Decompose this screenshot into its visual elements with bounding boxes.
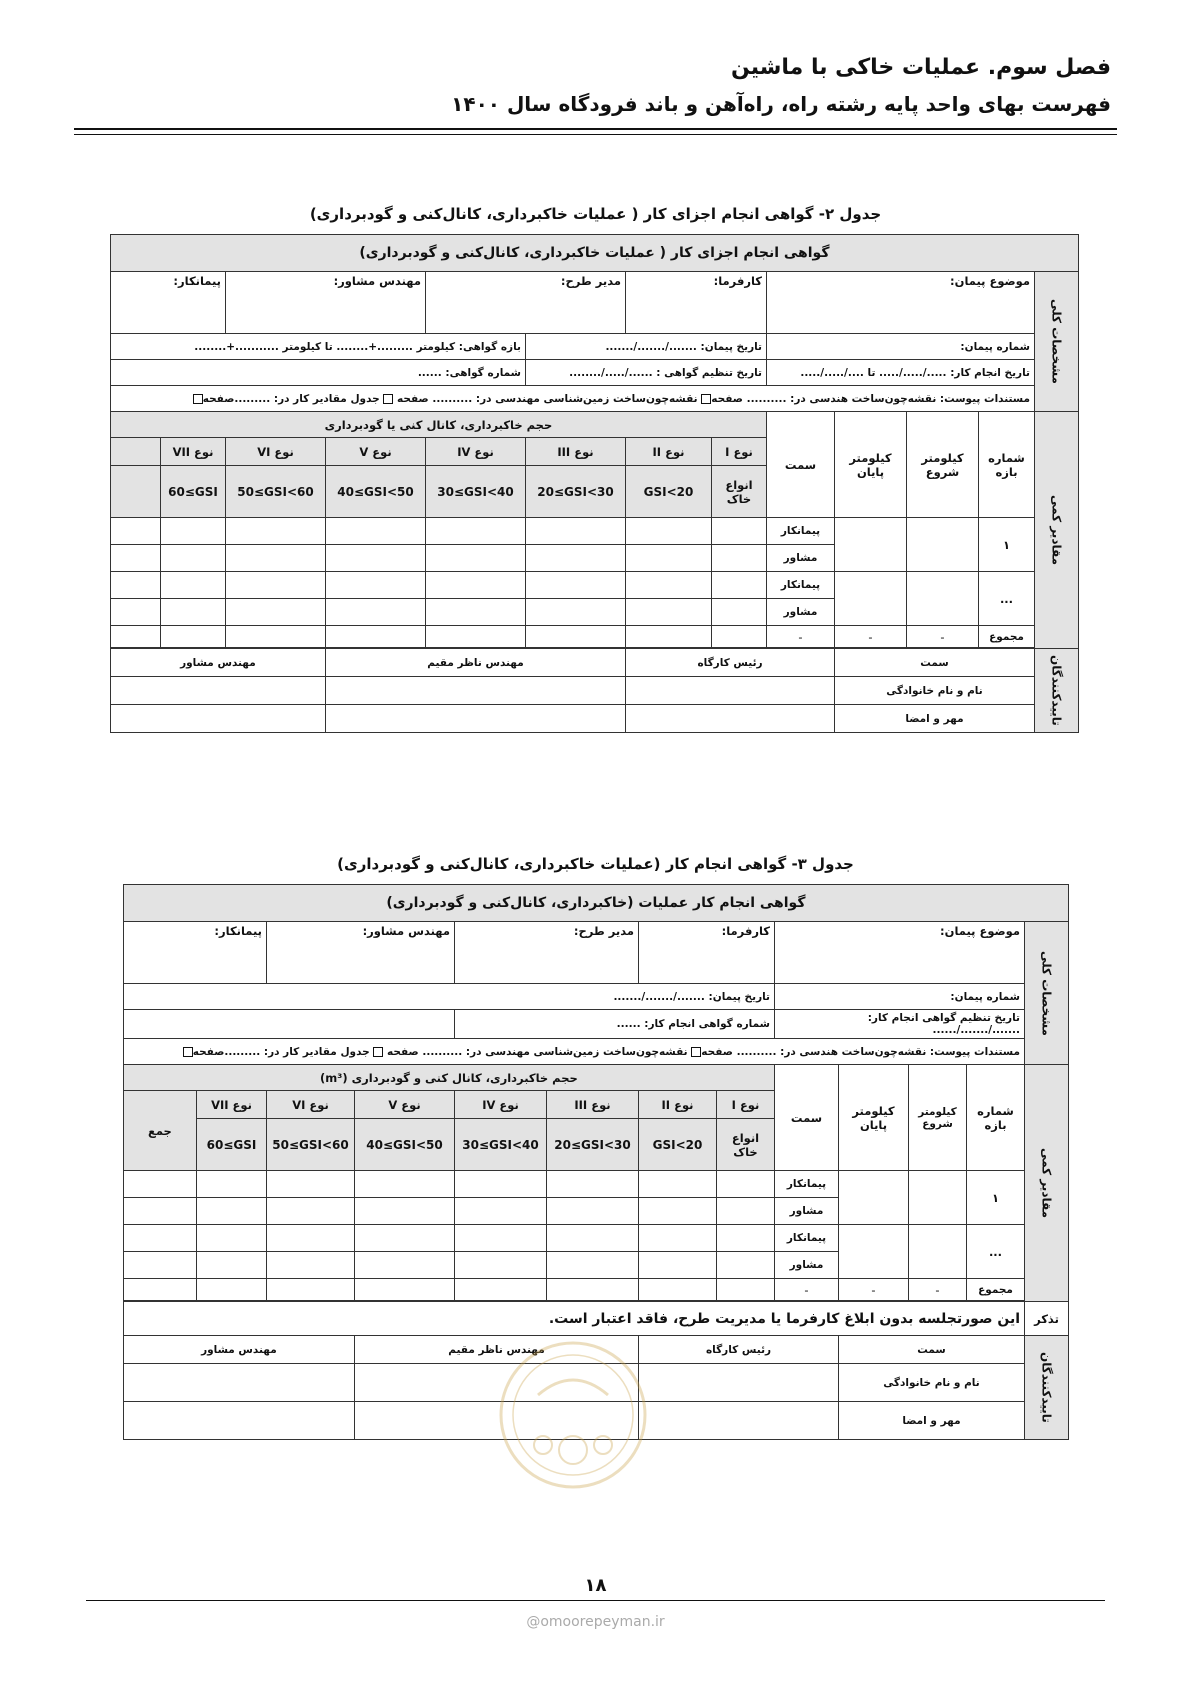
side-qty: مقادیر کمی [1025, 1065, 1069, 1302]
attachments: مستندات پیوست: نقشه‌چون‌ساخت هندسی در: .......... صفحه نقشه‌چون‌ساخت زمین‌شناسی مهندسی در: .......... صفحه جدول مقادیر کار در: .........صفحه [110, 386, 1034, 412]
gsi-1: GSI<20 [639, 1119, 717, 1171]
type-2: نوع II [639, 1091, 717, 1119]
subject-field: موضوع پیمان: [767, 272, 1035, 334]
type-7: نوع VII [161, 438, 226, 466]
contractor-field: پیمانکار: [110, 272, 225, 334]
soil-kinds: انواع خاک [712, 466, 767, 518]
document-title: فهرست بهای واحد پایه رشته راه، راه‌آهن و باند فرودگاه سال ۱۴۰۰ [451, 92, 1111, 116]
type-5: نوع V [326, 438, 426, 466]
side-contractor: پیمانکار [775, 1225, 839, 1252]
role-label: سمت [835, 649, 1035, 677]
dash: - [909, 1279, 967, 1301]
dash: - [775, 1279, 839, 1301]
full-name-label: نام و نام خانوادگی [839, 1364, 1025, 1402]
plan-manager-field: مدیر طرح: [426, 272, 626, 334]
footer-site: @omoorepeyman.ir [526, 1614, 665, 1630]
workshop-head: رئیس کارگاه [639, 1336, 839, 1364]
side-qty: مقادیر کمی [1035, 412, 1079, 649]
table2-caption: جدول ۲- گواهی انجام اجزای کار ( عملیات خاکبرداری، کانال‌کنی و گودبرداری) [309, 205, 882, 223]
range-no: ... [979, 572, 1035, 626]
footer-rule [86, 1600, 1105, 1601]
employer-field: کارفرما: [626, 272, 767, 334]
km-start-cell [907, 518, 979, 572]
col-range: شماره بازه [967, 1065, 1025, 1171]
vol-header: حجم خاکبرداری، کانال کنی یا گودبرداری [110, 412, 766, 438]
page-number: ۱۸ [584, 1575, 607, 1596]
checkbox-icon [183, 1047, 193, 1057]
side-approvers: تاییدکنندگان [1035, 649, 1079, 733]
gsi-6: 60≤GSI [161, 466, 226, 518]
type-4: نوع IV [455, 1091, 547, 1119]
range-no: ۱ [979, 518, 1035, 572]
km-start-cell [907, 572, 979, 626]
table2 [110, 234, 1079, 733]
type-6: نوع VI [226, 438, 326, 466]
km-end-cell [835, 572, 907, 626]
contract-date: تاریخ پیمان: ......./......./....... [123, 984, 774, 1010]
cert-no: شماره گواهی انجام کار: ...... [455, 1010, 775, 1039]
gsi-5: 50≤GSI<60 [267, 1119, 355, 1171]
checkbox-icon [383, 394, 393, 404]
role-label: سمت [839, 1336, 1025, 1364]
type-6: نوع VI [267, 1091, 355, 1119]
side-consultant: مشاور [767, 545, 835, 572]
type-4: نوع IV [426, 438, 526, 466]
contractor-field: پیمانکار: [123, 922, 266, 984]
header-rule-thin [74, 134, 1117, 135]
col-km-start: کیلومتر شروع [909, 1065, 967, 1171]
side-contractor: پیمانکار [775, 1171, 839, 1198]
plan-manager-field: مدیر طرح: [455, 922, 639, 984]
col-side: سمت [775, 1065, 839, 1171]
resident-engineer: مهندس ناظر مقیم [355, 1336, 639, 1364]
gsi-2: 20≤GSI<30 [547, 1119, 639, 1171]
checkbox-icon [701, 394, 711, 404]
range-no: ۱ [967, 1171, 1025, 1225]
side-approvers: تاییدکنندگان [1025, 1336, 1069, 1440]
chapter-title: فصل سوم. عملیات خاکی با ماشین [730, 55, 1111, 80]
attachments: مستندات پیوست: نقشه‌چون‌ساخت هندسی در: .......... صفحه نقشه‌چون‌ساخت زمین‌شناسی مهندسی در: .......... صفحه جدول مقادیر کار در: .........صفحه [123, 1039, 1024, 1065]
consultant-engineer: مهندس مشاور [110, 649, 325, 677]
col-km-end: کیلومتر پایان [839, 1065, 909, 1171]
total-label: مجموع [979, 626, 1035, 648]
side-consultant: مشاور [775, 1198, 839, 1225]
table3-title: گواهی انجام کار عملیات (خاکبرداری، کانال‌کنی و گودبرداری) [123, 885, 1068, 922]
side-contractor: پیمانکار [767, 572, 835, 599]
gsi-3: 30≤GSI<40 [455, 1119, 547, 1171]
employer-field: کارفرما: [639, 922, 775, 984]
cert-date: تاریخ تنظیم گواهی انجام کار: ......./......./...... [775, 1010, 1025, 1039]
gsi-5: 50≤GSI<60 [226, 466, 326, 518]
cert-range: بازه گواهی: کیلومتر .........+........ تا کیلومتر ...........+........ [110, 334, 525, 360]
side-consultant: مشاور [775, 1252, 839, 1279]
side-general: مشخصات کلی [1025, 922, 1069, 1065]
soil-kinds: انواع خاک [717, 1119, 775, 1171]
workshop-head: رئیس کارگاه [626, 649, 835, 677]
gsi-1: GSI<20 [626, 466, 712, 518]
dash: - [907, 626, 979, 648]
checkbox-icon [373, 1047, 383, 1057]
resident-engineer: مهندس ناظر مقیم [326, 649, 626, 677]
sum-header: جمع [123, 1091, 196, 1171]
col-range: شماره بازه [979, 412, 1035, 518]
contract-date: تاریخ پیمان: ......./......./....... [526, 334, 767, 360]
gsi-3: 30≤GSI<40 [426, 466, 526, 518]
contract-no: شماره پیمان: [767, 334, 1035, 360]
cert-no: شماره گواهی: ...... [110, 360, 525, 386]
empty-cell [110, 438, 160, 466]
side-consultant: مشاور [767, 599, 835, 626]
empty-cell [110, 466, 160, 518]
gsi-4: 40≤GSI<50 [326, 466, 426, 518]
type-2: نوع II [626, 438, 712, 466]
note-text: این صورتجلسه بدون ابلاغ کارفرما یا مدیریت طرح، فاقد اعتبار است. [123, 1302, 1024, 1336]
gsi-2: 20≤GSI<30 [526, 466, 626, 518]
type-1: نوع I [717, 1091, 775, 1119]
note-label: تذکر [1025, 1302, 1069, 1336]
consultant-engineer: مهندس مشاور [123, 1336, 354, 1364]
dash: - [767, 626, 835, 648]
seal-watermark-icon [498, 1325, 648, 1495]
seal-sign-label: مهر و امضا [835, 705, 1035, 733]
dash: - [839, 1279, 909, 1301]
checkbox-icon [193, 394, 203, 404]
gsi-6: 60≤GSI [197, 1119, 267, 1171]
cert-date: تاریخ تنظیم گواهی : ....../...../........ [526, 360, 767, 386]
vol-header: حجم خاکبرداری، کانال کنی و گودبرداری (m³) [123, 1065, 774, 1091]
side-contractor: پیمانکار [767, 518, 835, 545]
type-3: نوع III [547, 1091, 639, 1119]
work-date: تاریخ انجام کار: ...../...../..... تا ..../...../..... [767, 360, 1035, 386]
seal-sign-label: مهر و امضا [839, 1402, 1025, 1440]
type-3: نوع III [526, 438, 626, 466]
side-general: مشخصات کلی [1035, 272, 1079, 412]
total-label: مجموع [967, 1279, 1025, 1301]
col-km-end: کیلومتر پایان [835, 412, 907, 518]
consultant-field: مهندس مشاور: [226, 272, 426, 334]
col-side: سمت [767, 412, 835, 518]
type-1: نوع I [712, 438, 767, 466]
checkbox-icon [691, 1047, 701, 1057]
header-rule [74, 128, 1117, 130]
col-km-start: کیلومتر شروع [907, 412, 979, 518]
range-no: ... [967, 1225, 1025, 1279]
consultant-field: مهندس مشاور: [267, 922, 455, 984]
full-name-label: نام و نام خانوادگی [835, 677, 1035, 705]
table2-title: گواهی انجام اجزای کار ( عملیات خاکبرداری، کانال‌کنی و گودبرداری) [110, 235, 1078, 272]
km-end-cell [835, 518, 907, 572]
table3-caption: جدول ۳- گواهی انجام کار (عملیات خاکبرداری، کانال‌کنی و گودبرداری) [337, 855, 854, 873]
subject-field: موضوع پیمان: [775, 922, 1025, 984]
gsi-4: 40≤GSI<50 [355, 1119, 455, 1171]
type-5: نوع V [355, 1091, 455, 1119]
dash: - [835, 626, 907, 648]
contract-no: شماره پیمان: [775, 984, 1025, 1010]
type-7: نوع VII [197, 1091, 267, 1119]
